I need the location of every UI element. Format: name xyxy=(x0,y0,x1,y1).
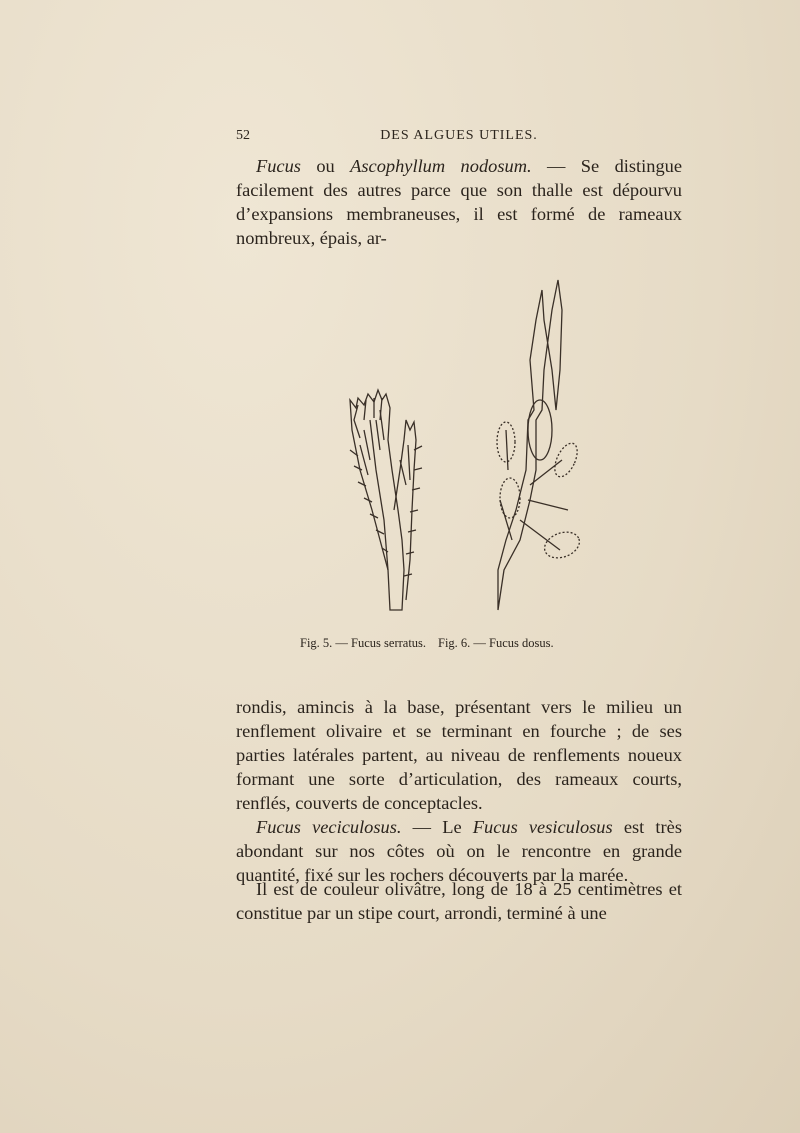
page-header xyxy=(236,128,682,150)
species-name: Fucus veciculosus. xyxy=(256,817,402,837)
caption-fig-6: Fig. 6. — Fucus dosus. xyxy=(438,636,554,650)
fucus-serratus-drawing xyxy=(350,390,422,610)
paragraph-ascophyllum xyxy=(236,154,682,250)
page-number: 52 xyxy=(236,128,250,143)
running-title: DES ALGUES UTILES. xyxy=(380,128,538,143)
paragraph-description: Il est de couleur olivâtre, long de 18 à 25 centimètres et constitue par un stipe court, arrondi, terminé à une xyxy=(236,879,682,923)
fucus-nodosus-drawing xyxy=(497,280,583,610)
caption-fig-5: Fig. 5. — Fucus serratus. xyxy=(300,636,427,650)
species-name: Ascophyllum nodosum. xyxy=(350,156,532,176)
paragraph-text: est très abondant sur nos côtes où on le rencontre en grande quantité, fixé sur les rochers découverts par la marée. xyxy=(236,817,682,885)
algae-illustration xyxy=(330,270,590,620)
paragraph-continuation: rondis, amincis à la base, présentant vers le milieu un renflement olivaire et se terminant en fourche ; de ses parties latérales partent, au niveau de renflements noueux formant une sorte d’articulation, des rameaux courts, renflés, couverts de conceptacles. xyxy=(236,697,682,813)
species-name: Fucus vesiculosus xyxy=(472,817,613,837)
conjunction: ou xyxy=(300,156,351,176)
species-name: Fucus xyxy=(256,156,301,176)
paragraph-text: — Le xyxy=(401,817,473,837)
paragraph-text: — Se distingue facilement des autres parce que son thalle est dépourvu d’expansions membraneuses, il est formé de rameaux nombreux, épais, ar- xyxy=(236,156,682,248)
